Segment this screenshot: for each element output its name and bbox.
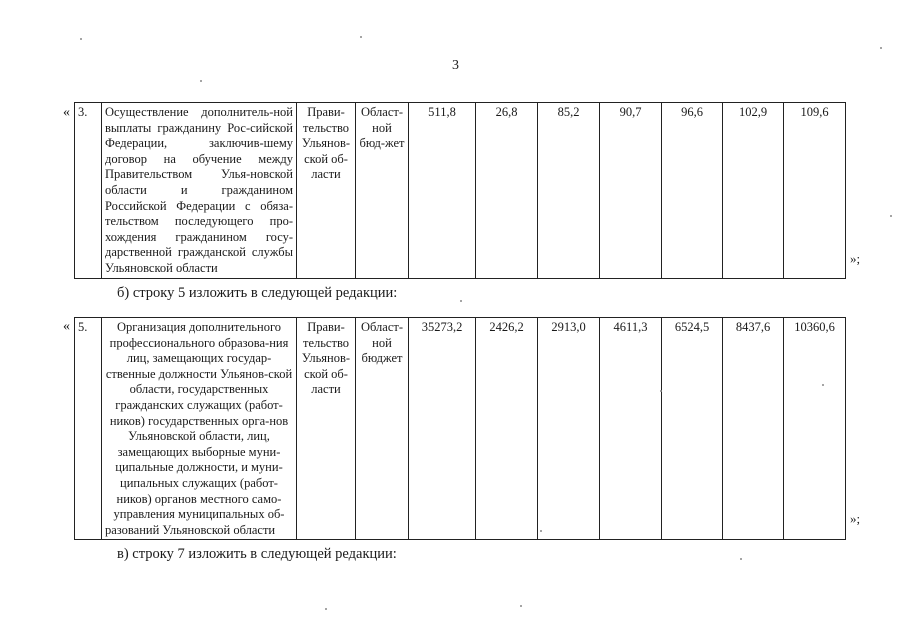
scan-speck [822,384,824,386]
row5-value-2: 2913,0 [538,318,600,540]
scan-speck [540,530,542,532]
row5-quote-open: « [63,319,70,334]
scan-speck [460,300,462,302]
scan-speck [660,390,662,392]
scan-speck [80,38,82,40]
row5-number: 5. [75,318,102,540]
row3-value-5: 102,9 [723,103,784,279]
row5-value-1: 2426,2 [476,318,538,540]
scan-speck [360,36,362,38]
row3-executor: Прави-тельство Ульянов-ской об-ласти [297,103,356,279]
row3-funding-source: Област-ной бюд-жет [356,103,409,279]
row3-value-1: 26,8 [476,103,538,279]
row3-value-4: 96,6 [662,103,723,279]
page-number: 3 [452,58,459,73]
row3-value-6: 109,6 [784,103,846,279]
row3-value-2: 85,2 [538,103,600,279]
scan-speck [740,558,742,560]
row3-value-total: 511,8 [409,103,476,279]
row3-table [74,102,846,279]
row5-funding-source: Област-ной бюджет [356,318,409,540]
row5-value-4: 6524,5 [662,318,723,540]
row3-quote-open: « [63,105,70,120]
row5-table [74,317,846,540]
row5-value-3: 4611,3 [600,318,662,540]
scan-speck [325,608,327,610]
row5-value-5: 8437,6 [723,318,784,540]
row5-value-6: 10360,6 [784,318,846,540]
instruction-b: б) строку 5 изложить в следующей редакции: [117,285,398,301]
instruction-c: в) строку 7 изложить в следующей редакции: [117,546,397,562]
row3-number: 3. [75,103,102,279]
row3-value-3: 90,7 [600,103,662,279]
row5-executor: Прави-тельство Ульянов-ской об-ласти [297,318,356,540]
scan-speck [890,215,892,217]
scan-speck [520,605,522,607]
row5-table-row [75,318,846,540]
row5-quote-close: »; [850,511,861,526]
row5-value-total: 35273,2 [409,318,476,540]
scan-speck [200,80,202,82]
row3-table-row [75,103,846,279]
row5-description: Организация дополнительного профессионального образова-ния лиц, замещающих государ-ственные должности Ульянов-ской области, государственных гражданских служащих (работ-ников) государственных орга-нов Ульяновской области, лиц, замещающих выборные муни-ципальные должности, и муни-ципальных служащих (работ-ников) органов местного само-управления муниципальных об-разований Ульяновской области [102,318,297,540]
scan-speck [880,47,882,49]
row3-description: Осуществление дополнитель-ной выплаты гражданину Рос-сийской Федерации, заключив-шему договор на обучение между Правительством Улья-новской области и гражданином Российской Федерации с обяза-тельством последующего про-хождения гражданином госу-дарственной гражданской службы Ульяновской области [102,103,297,279]
row3-quote-close: »; [850,251,861,266]
